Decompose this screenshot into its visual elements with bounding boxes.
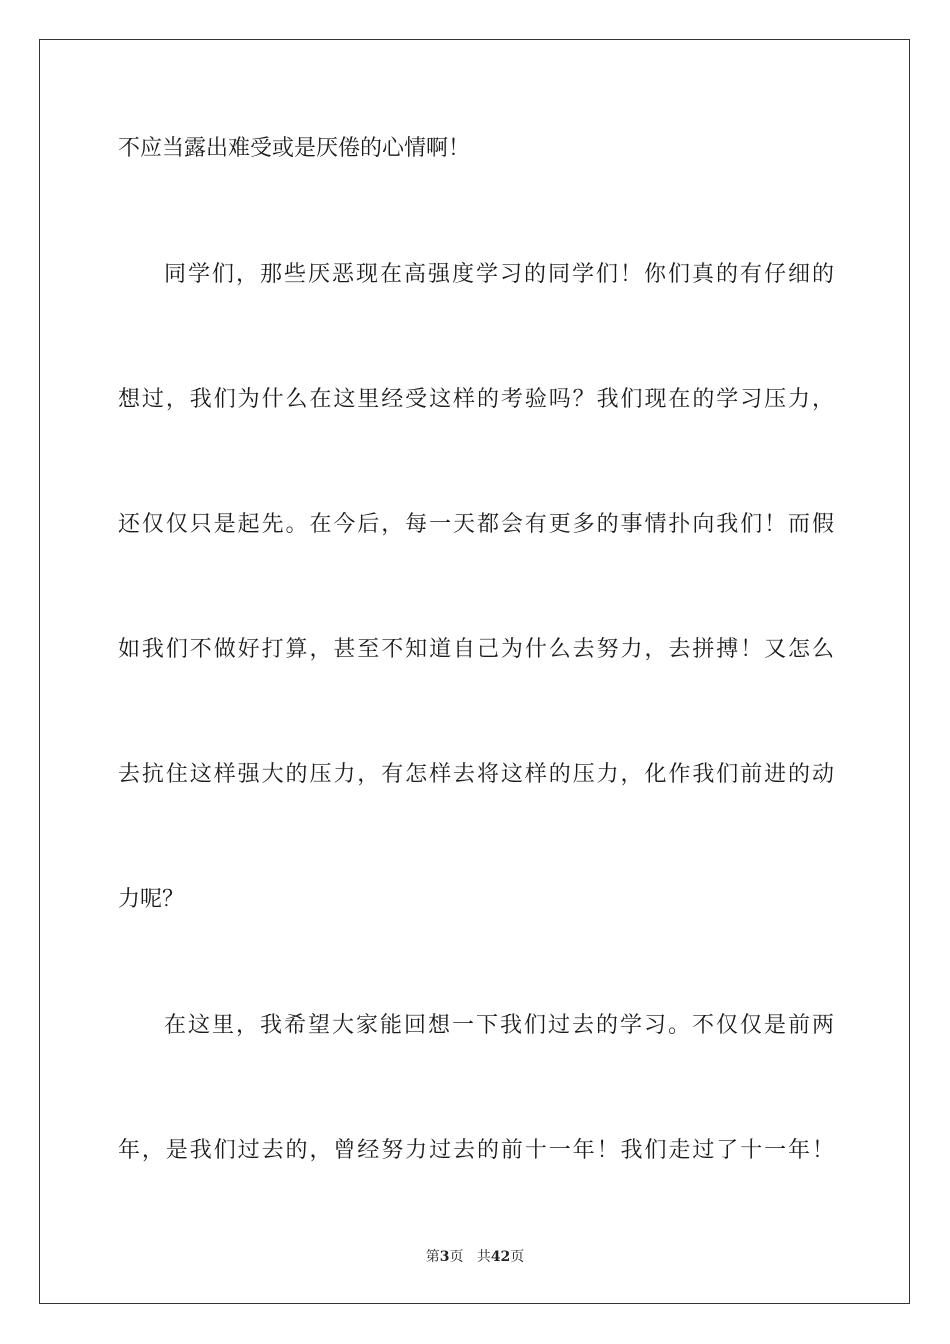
total-label-prefix: 共 [476,1249,491,1265]
text-line: 想过，我们为什么在这里经受这样的考验吗？我们现在的学习压力， [118,387,834,412]
paragraph-first-line: 同学们，那些厌恶现在高强度学习的同学们！你们真的有仔细的 [164,262,834,287]
text-line: 去抗住这样强大的压力，有怎样去将这样的压力，化作我们前进的动 [118,762,834,787]
page-footer [0,1248,950,1266]
total-pages: 42 [490,1249,511,1265]
text-line: 年，是我们过去的，曾经努力过去的前十一年！我们走过了十一年！ [118,1138,834,1163]
text-line: 如我们不做好打算，甚至不知道自己为什么去努力，去拼搏！又怎么 [118,637,834,662]
page-number: 3 [439,1249,450,1265]
text-line: 力呢？ [118,887,185,912]
total-label-suffix: 页 [510,1249,525,1265]
page-border [39,39,910,1304]
page-label-prefix: 第 [425,1249,440,1265]
text-line: 还仅仅只是起先。在今后，每一天都会有更多的事情扑向我们！而假 [118,512,834,537]
paragraph-first-line: 在这里，我希望大家能回想一下我们过去的学习。不仅仅是前两 [164,1013,834,1038]
text-line: 不应当露出难受或是厌倦的心情啊！ [118,136,471,161]
page-label-suffix: 页 [449,1249,464,1265]
